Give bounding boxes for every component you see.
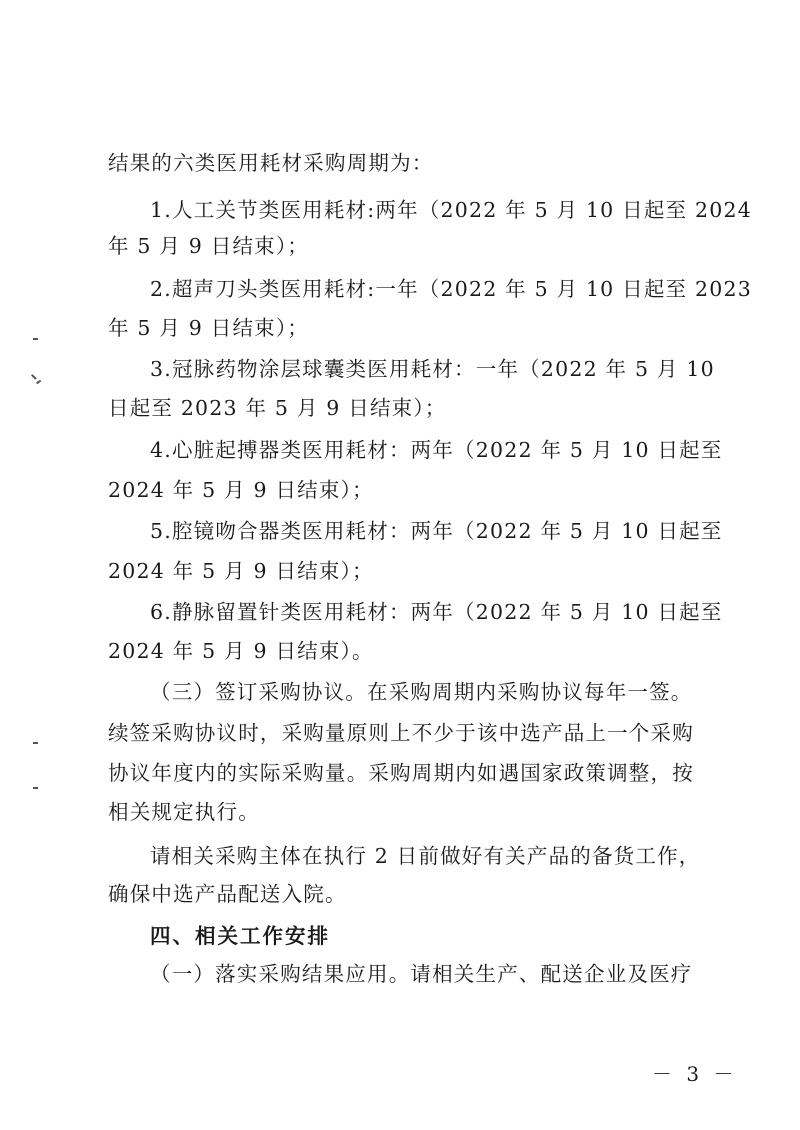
- scan-mark: [36, 380, 41, 384]
- scan-mark: [33, 338, 38, 340]
- paragraph-line: 2.超声刀头类医用耗材:一年（2022 年 5 月 10 日起至 2023: [150, 277, 752, 301]
- paragraph-line: 年 5 月 9 日结束）；: [108, 234, 310, 258]
- page-number: － 3 －: [652, 1062, 738, 1086]
- section-heading: 四、相关工作安排: [150, 924, 330, 948]
- paragraph-line: 1.人工关节类医用耗材:两年（2022 年 5 月 10 日起至 2024: [150, 198, 752, 222]
- scan-mark: [31, 374, 36, 379]
- paragraph-line: 5.腔镜吻合器类医用耗材：两年（2022 年 5 月 10 日起至: [150, 519, 723, 543]
- paragraph-line: 请相关采购主体在执行 2 日前做好有关产品的备货工作，: [150, 844, 701, 868]
- scan-mark: [33, 787, 38, 789]
- paragraph-line: 2024 年 5 月 9 日结束）。: [108, 639, 374, 663]
- paragraph-line: 协议年度内的实际采购量。采购周期内如遇国家政策调整，按: [108, 761, 694, 785]
- scan-mark: [33, 742, 38, 744]
- paragraph-line: 日起至 2023 年 5 月 9 日结束）；: [108, 396, 447, 420]
- paragraph-line: （三）签订采购协议。在采购周期内采购协议每年一签。: [150, 680, 693, 704]
- paragraph-line: 相关规定执行。: [108, 800, 260, 824]
- paragraph-line: 确保中选产品配送入院。: [108, 882, 347, 906]
- paragraph-line: 年 5 月 9 日结束）；: [108, 316, 310, 340]
- paragraph-line: 续签采购协议时，采购量原则上不少于该中选产品上一个采购: [108, 721, 694, 745]
- paragraph-line: （一）落实采购结果应用。请相关生产、配送企业及医疗: [150, 962, 693, 986]
- paragraph-line: 2024 年 5 月 9 日结束）；: [108, 559, 374, 583]
- paragraph-line: 2024 年 5 月 9 日结束）；: [108, 478, 374, 502]
- paragraph-line: 结果的六类医用耗材采购周期为：: [108, 151, 434, 175]
- paragraph-line: 4.心脏起搏器类医用耗材：两年（2022 年 5 月 10 日起至: [150, 438, 723, 462]
- paragraph-line: 3.冠脉药物涂层球囊类医用耗材：一年（2022 年 5 月 10: [150, 357, 715, 381]
- paragraph-line: 6.静脉留置针类医用耗材：两年（2022 年 5 月 10 日起至: [150, 600, 723, 624]
